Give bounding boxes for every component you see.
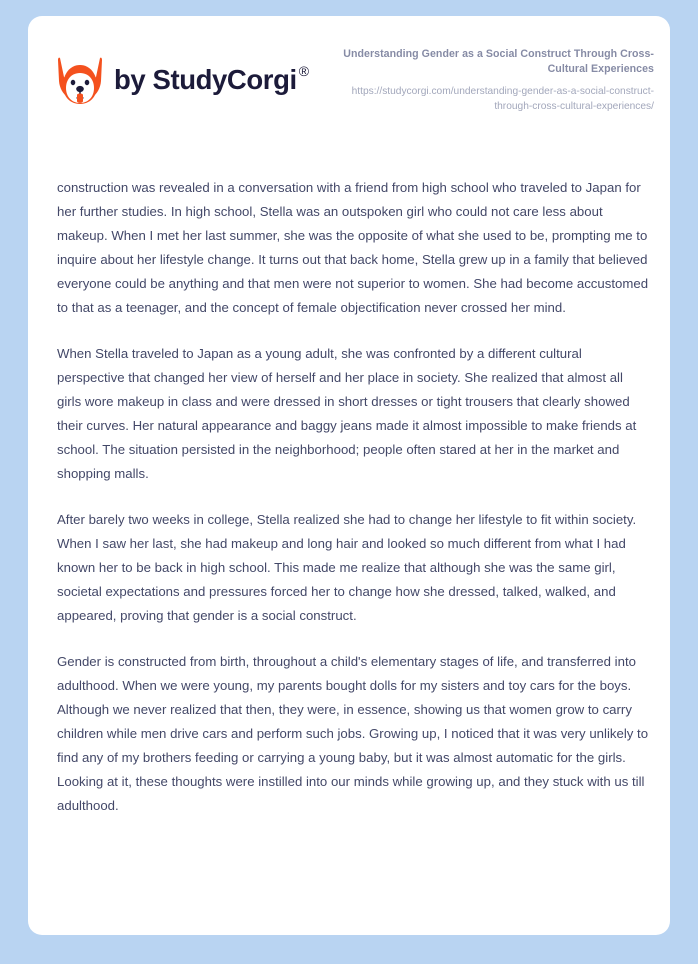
page-title: Understanding Gender as a Social Construct Through Cross-Cultural Experiences (343, 48, 654, 76)
paragraph: After barely two weeks in college, Stella realized she had to change her lifestyle to fit within society. When I saw her last, she had makeup and long hair and looked so much different from what I had known her to be back in high school. This made me realize that although she was the same girl, societal expectations and pressures forced her to change how she dressed, talked, walked, and appeared, proving that gender is a social construct. (57, 512, 637, 624)
paragraph: Gender is constructed from birth, throughout a child's elementary stages of life, and transferred into adulthood. When we were young, my parents bought dolls for my sisters and toy cars for the boys. Although we never realized that then, they were, in essence, showing us that women grow to carry children while men drive cars and perform such jobs. Growing up, I noticed that it was very unlikely to find any of my brothers feeding or carrying a young baby, but it was almost automatic for the girls. Looking at it, these thoughts were instilled into our minds while growing up, and they stuck with us till adulthood. (57, 654, 649, 814)
registered-trademark-icon: ® (298, 63, 310, 80)
document-body (57, 176, 649, 818)
brand-logo-block[interactable] (57, 55, 309, 105)
paragraph: construction was revealed in a conversation with a friend from high school who traveled to Japan for her further studies. In high school, Stella was an outspoken girl who could not care less about makeup. When I met her last summer, she was the opposite of what she used to be, prompting me to inquire about her lifestyle change. It turns out that back home, Stella grew up in a family that believed everyone could be anything and that men were not superior to women. She had become accustomed to that as a teenager, and the concept of female objectification never crossed her mind. (57, 180, 649, 316)
brand-wordmark (114, 63, 310, 96)
brand-name-text: by StudyCorgi (114, 64, 297, 96)
document-meta (324, 45, 654, 115)
corgi-head-icon (57, 55, 103, 105)
document-header (28, 16, 670, 144)
source-url[interactable]: https://studycorgi.com/understanding-gender-as-a-social-construct-through-cross-cultural-experiences/ (351, 86, 654, 113)
document-page-card (28, 16, 670, 935)
paragraph: When Stella traveled to Japan as a young adult, she was confronted by a different cultural perspective that changed her view of herself and her place in society. She realized that almost all girls wore makeup in class and were dressed in short dresses or tight trousers that clearly showed their curves. Her natural appearance and baggy jeans made it almost impossible to make friends at school. The situation persisted in the neighborhood; people often stared at her in the market and shopping malls. (57, 346, 637, 482)
